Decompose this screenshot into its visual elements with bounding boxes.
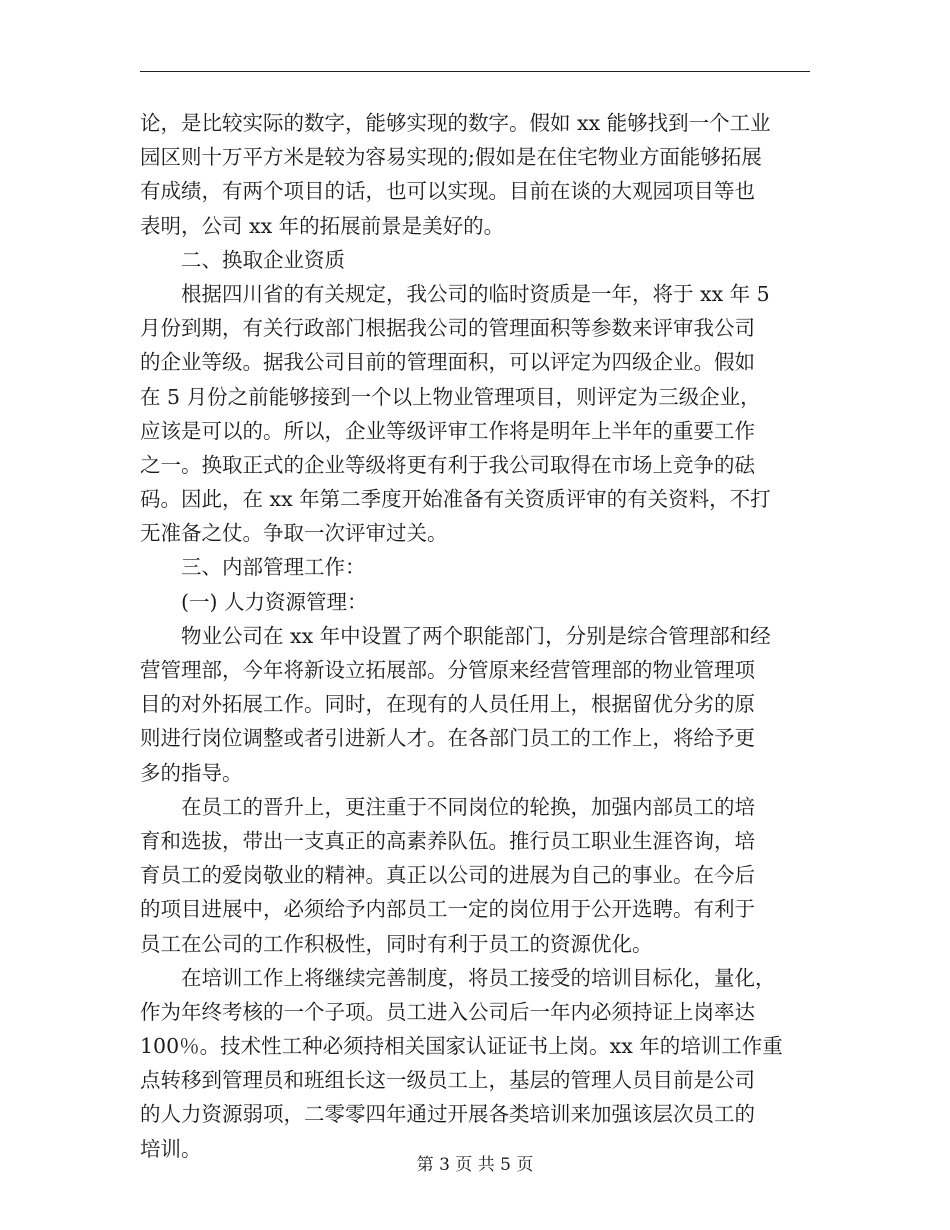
text-line: 在培训工作上将继续完善制度，将员工接受的培训目标化，量化， (140, 965, 776, 990)
text-line: 在 5 月份之前能够接到一个以上物业管理项目，则评定为三级企业， (140, 384, 761, 409)
text-line: 的项目进展中，必须给予内部员工一定的岗位用于公开选聘。有利于 (140, 897, 755, 922)
text-line: 目的对外拓展工作。同时，在现有的人员任用上，根据留优分劣的原 (140, 692, 755, 717)
text-line: 表明，公司 xx 年的拓展前景是美好的。 (140, 213, 505, 238)
text-line: 育员工的爱岗敬业的精神。真正以公司的进展为自己的事业。在今后 (140, 863, 755, 888)
text-line: 的人力资源弱项，二零零四年通过开展各类培训来加强该层次员工的 (140, 1102, 755, 1127)
text-line: 营管理部，今年将新设立拓展部。分管原来经营管理部的物业管理项 (140, 658, 755, 682)
document-body (140, 106, 810, 1166)
text-line: 园区则十万平方米是较为容易实现的;假如是在住宅物业方面能够拓展 (140, 145, 762, 170)
header-rule (140, 71, 810, 72)
text-line: (一) 人力资源管理： (140, 589, 368, 614)
text-line: 员工在公司的工作积极性，同时有利于员工的资源优化。 (140, 931, 653, 956)
text-line: 应该是可以的。所以，企业等级评审工作将是明年上半年的重要工作 (140, 418, 755, 443)
text-line: 无准备之仗。争取一次评审过关。 (140, 521, 448, 546)
text-line: 二、换取企业资质 (140, 247, 345, 272)
text-line: 点转移到管理员和班组长这一级员工上，基层的管理人员目前是公司 (140, 1068, 755, 1093)
text-line: 三、内部管理工作： (140, 555, 366, 580)
text-line: 物业公司在 xx 年中设置了两个职能部门，分别是综合管理部和经 (140, 623, 771, 648)
text-line: 育和选拔，带出一支真正的高素养队伍。推行员工职业生涯咨询，培 (140, 828, 755, 853)
text-line: 有成绩，有两个项目的话，也可以实现。目前在谈的大观园项目等也 (140, 179, 755, 204)
text-line: 多的指导。 (140, 760, 243, 785)
text-line: 则进行岗位调整或者引进新人才。在各部门员工的工作上，将给予更 (140, 726, 755, 751)
text-line: 月份到期，有关行政部门根据我公司的管理面积等参数来评审我公司 (140, 316, 755, 341)
text-line: 100％。技术性工种必须持相关国家认证证书上岗。xx 年的培训工作重 (140, 1034, 783, 1059)
text-line: 码。因此，在 xx 年第二季度开始准备有关资质评审的有关资料，不打 (140, 487, 771, 512)
text-line: 之一。换取正式的企业等级将更有利于我公司取得在市场上竞争的砝 (140, 452, 755, 477)
page-footer: 第 3 页 共 5 页 (416, 1155, 534, 1175)
text-line: 在员工的晋升上，更注重于不同岗位的轮换，加强内部员工的培 (140, 794, 755, 819)
text-line: 作为年终考核的一个子项。员工进入公司后一年内必须持证上岗率达 (140, 999, 755, 1024)
text-line: 根据四川省的有关规定，我公司的临时资质是一年，将于 xx 年 5 (140, 281, 770, 306)
text-line: 的企业等级。据我公司目前的管理面积，可以评定为四级企业。假如 (140, 350, 755, 375)
text-line: 培训。 (140, 1136, 202, 1161)
text-line: 论，是比较实际的数字，能够实现的数字。假如 xx 能够找到一个工业 (140, 111, 771, 135)
